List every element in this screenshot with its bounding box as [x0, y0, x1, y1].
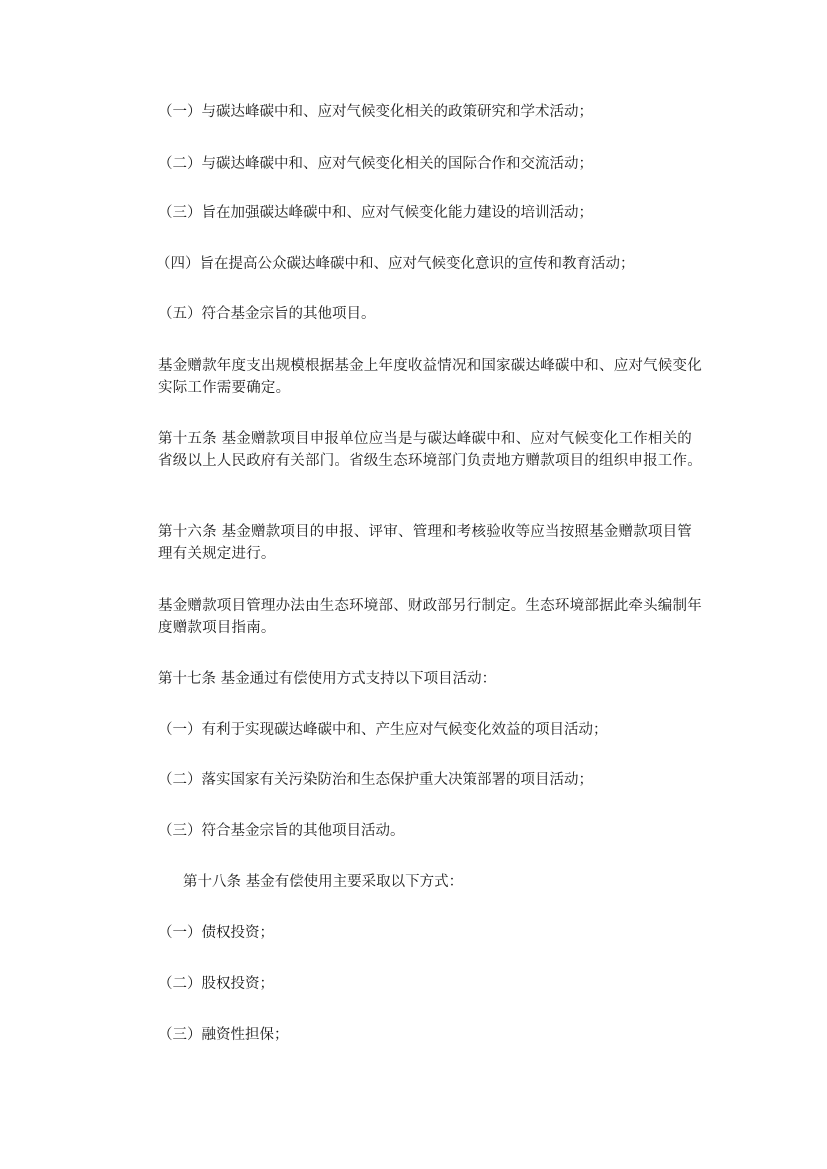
- list-item-carbon-benefit: （一）有利于实现碳达峰碳中和、产生应对气候变化效益的项目活动；: [158, 722, 608, 738]
- list-item-international-cooperation: （二）与碳达峰碳中和、应对气候变化相关的国际合作和交流活动；: [158, 156, 593, 172]
- article-15: 第十五条 基金赠款项目申报单位应当是与碳达峰碳中和、应对气候变化工作相关的省级以上人民政府有关部门。省级生态环境部门负责地方赠款项目的组织申报工作。: [158, 431, 702, 469]
- list-item-equity-investment: （二）股权投资；: [158, 976, 274, 992]
- article-16: 第十六条 基金赠款项目的申报、评审、管理和考核验收等应当按照基金赠款项目管理有关规定进行。: [158, 524, 693, 562]
- list-item-public-awareness: （四）旨在提高公众碳达峰碳中和、应对气候变化意识的宣传和教育活动；: [156, 256, 635, 272]
- list-item-other-projects: （五）符合基金宗旨的其他项目。: [158, 306, 376, 322]
- list-item-other-activities: （三）符合基金宗旨的其他项目活动。: [158, 823, 405, 839]
- list-item-pollution-control: （二）落实国家有关污染防治和生态保护重大决策部署的项目活动；: [158, 772, 593, 788]
- list-item-capacity-training: （三）旨在加强碳达峰碳中和、应对气候变化能力建设的培训活动；: [158, 205, 593, 221]
- article-18: 第十八条 基金有偿使用主要采取以下方式：: [183, 874, 464, 890]
- paragraph-grant-management: 基金赠款项目管理办法由生态环境部、财政部另行制定。生态环境部据此牵头编制年度赠款项目指南。: [158, 598, 702, 636]
- paragraph-grant-budget: 基金赠款年度支出规模根据基金上年度收益情况和国家碳达峰碳中和、应对气候变化实际工作需要确定。: [158, 358, 702, 396]
- list-item-financing-guarantee: （三）融资性担保；: [158, 1027, 289, 1043]
- list-item-debt-investment: （一）债权投资；: [158, 925, 274, 941]
- article-17: 第十七条 基金通过有偿使用方式支持以下项目活动：: [158, 671, 497, 687]
- list-item-policy-research: （一）与碳达峰碳中和、应对气候变化相关的政策研究和学术活动；: [158, 104, 593, 120]
